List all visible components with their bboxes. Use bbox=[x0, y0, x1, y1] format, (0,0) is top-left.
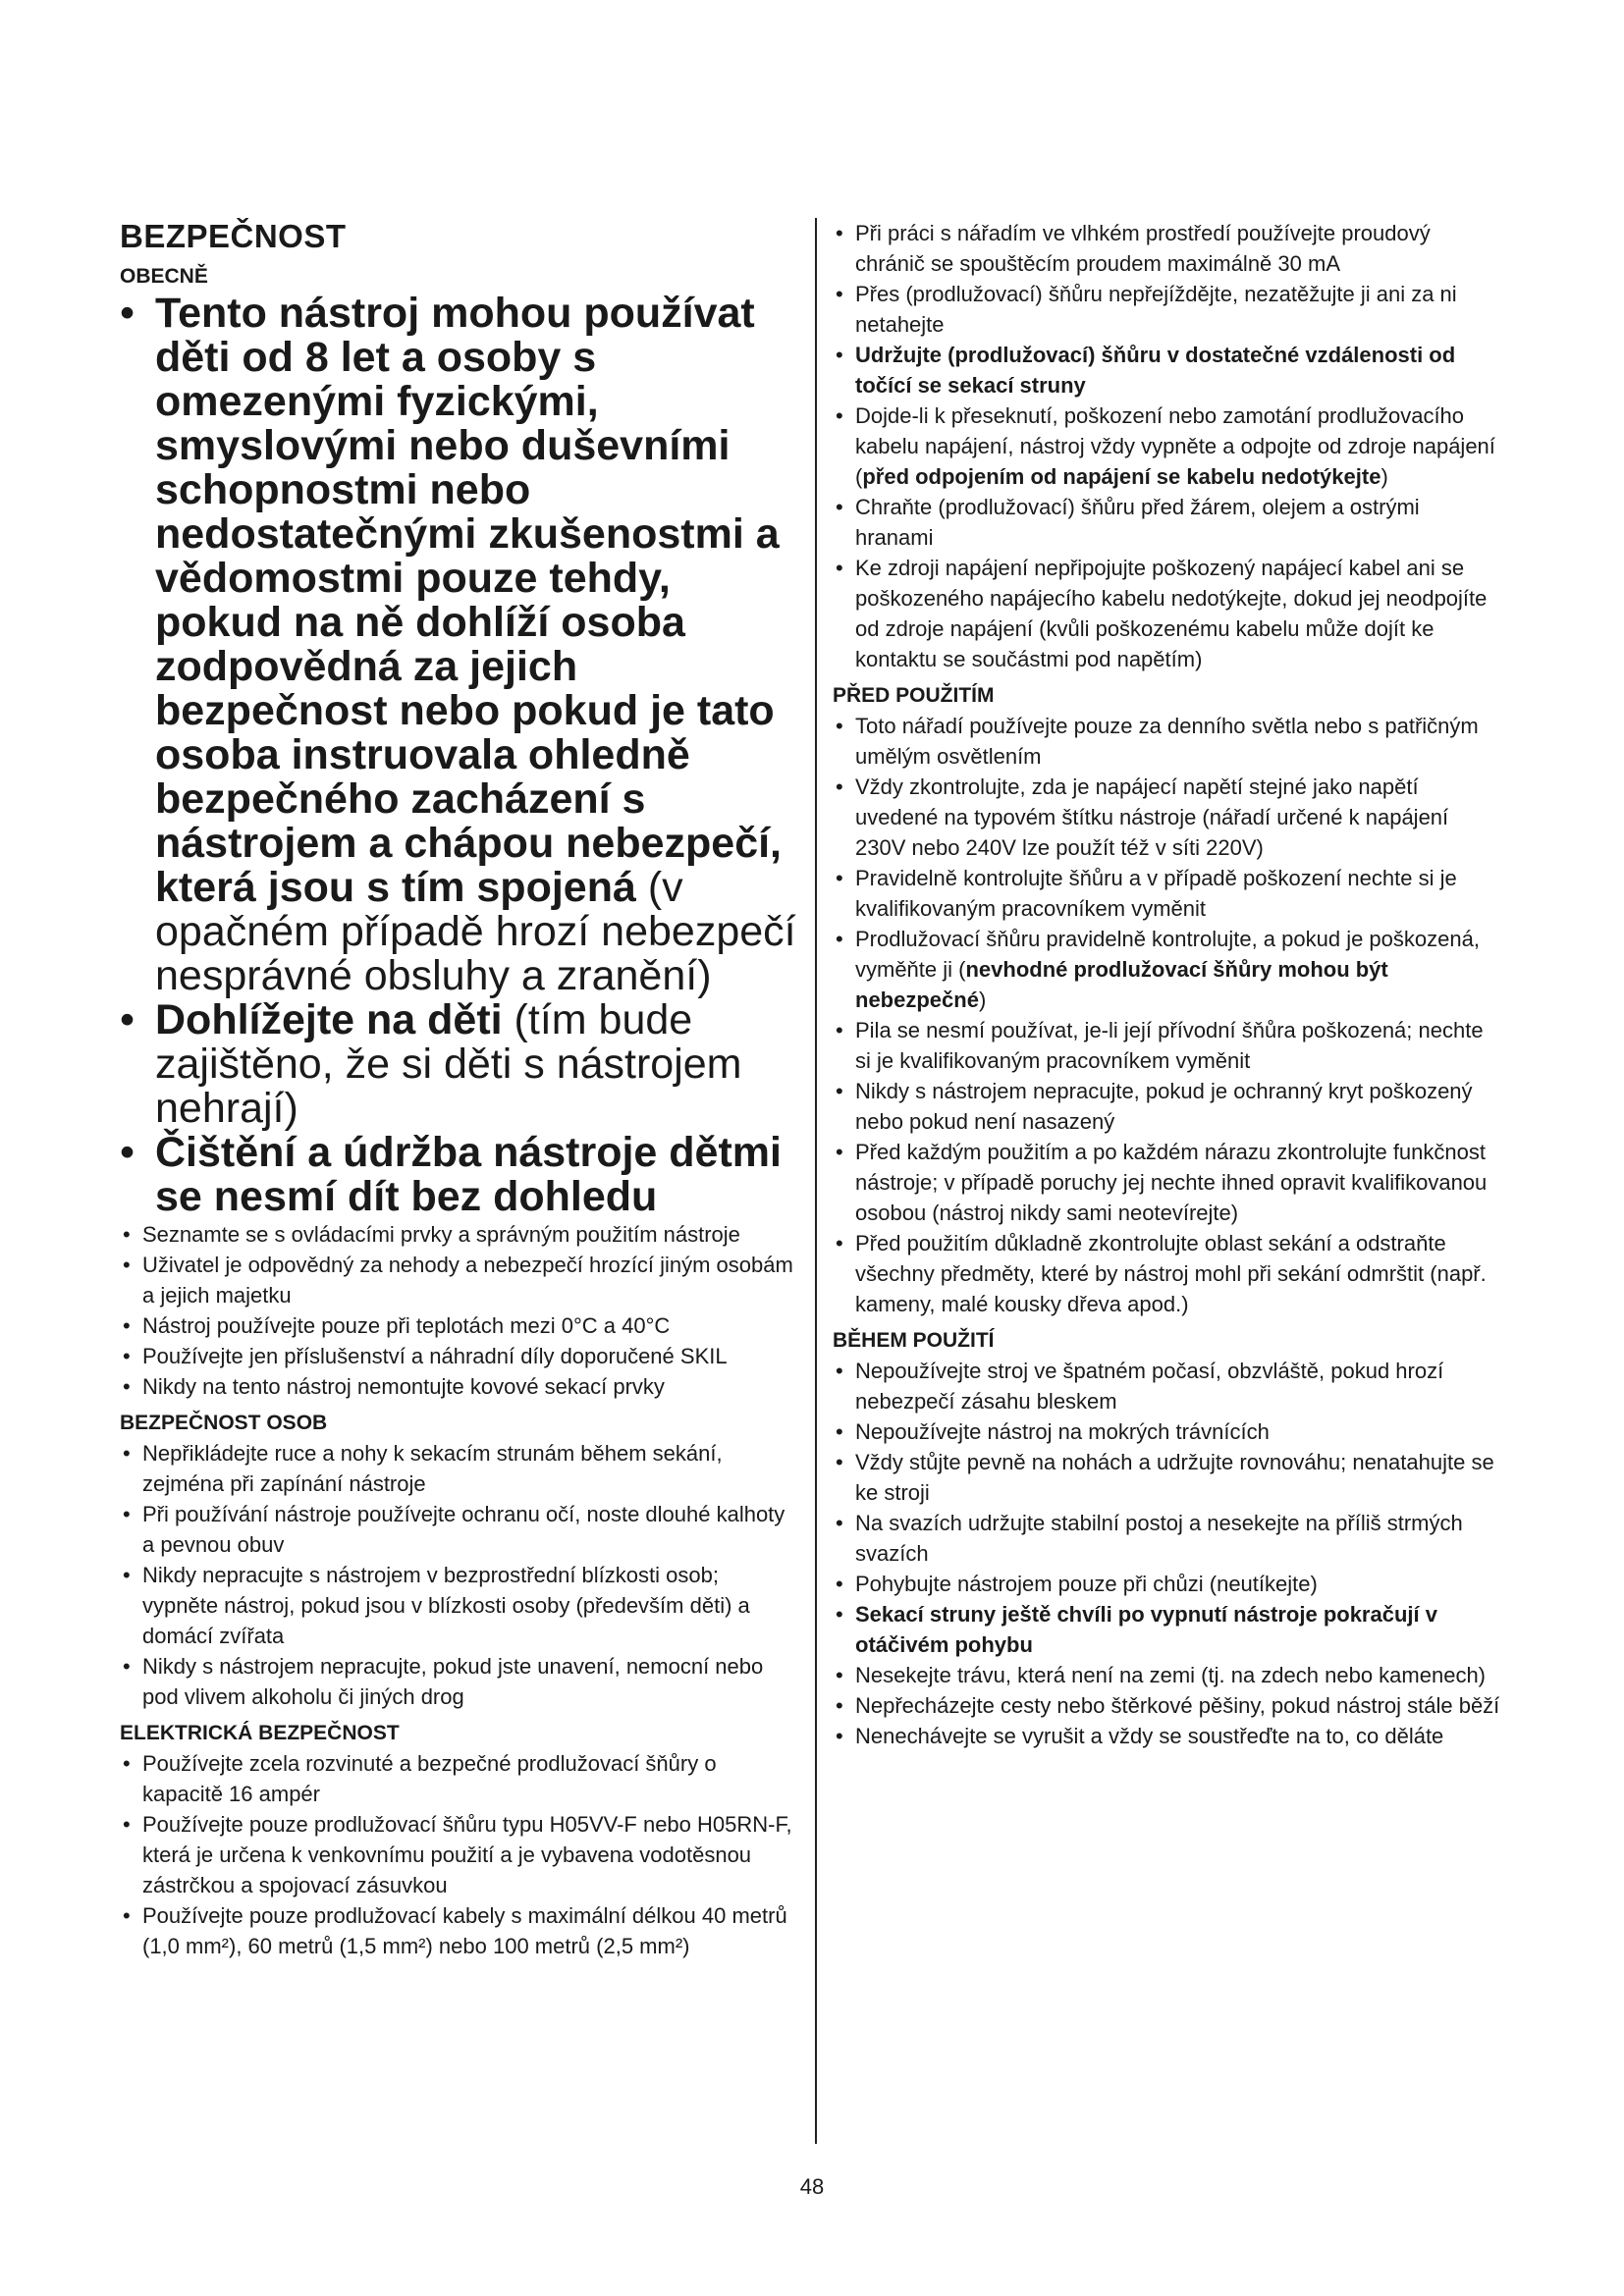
list-item bbox=[833, 711, 1500, 772]
subheading-during-use: BĚHEM POUŽITÍ bbox=[833, 1329, 995, 1352]
item-text: Nepoužívejte nástroj na mokrých trávnících bbox=[855, 1419, 1270, 1444]
list-item bbox=[833, 400, 1500, 492]
item-text: Seznamte se s ovládacími prvky a správným použitím nástroje bbox=[142, 1222, 740, 1247]
item-bold-text: Čištění a údržba nástroje dětmi se nesmí dít bez dohledu bbox=[155, 1129, 782, 1220]
list-item bbox=[833, 1228, 1500, 1319]
list-item bbox=[120, 292, 797, 998]
item-text: Chraňte (prodlužovací) šňůru před žárem, olejem a ostrými hranami bbox=[855, 495, 1420, 550]
item-text: (tím bude zajištěno, že si děti s nástrojem nehrají) bbox=[155, 996, 742, 1132]
list-item bbox=[833, 553, 1500, 674]
column-divider bbox=[815, 218, 817, 2144]
bullet-icon: • bbox=[836, 1359, 843, 1383]
list-item bbox=[120, 1748, 797, 1809]
bullet-icon: • bbox=[836, 1693, 843, 1718]
subheading-personal-safety: BEZPEČNOST OSOB bbox=[120, 1412, 328, 1434]
item-text: Používejte pouze prodlužovací kabely s maximální délkou 40 metrů (1,0 mm²), 60 metrů (1,5 mm²) nebo 100 metrů (2,5 mm²) bbox=[142, 1903, 787, 1958]
bullet-icon: • bbox=[120, 290, 135, 337]
item-bold-text: před odpojením od napájení se kabelu nedotýkejte bbox=[862, 464, 1381, 489]
list-item bbox=[120, 1341, 797, 1371]
bullet-icon: • bbox=[836, 774, 843, 799]
during-use-list bbox=[833, 1356, 1500, 1751]
bullet-icon: • bbox=[836, 1663, 843, 1687]
list-item bbox=[833, 863, 1500, 924]
bullet-icon: • bbox=[836, 1140, 843, 1164]
list-item bbox=[833, 492, 1500, 553]
item-bold-text: Udržujte (prodlužovací) šňůru v dostatečné vzdálenosti od točící se sekací struny bbox=[855, 343, 1456, 398]
list-item bbox=[120, 1651, 797, 1712]
item-bold-text: Dohlížejte na děti bbox=[155, 996, 503, 1043]
list-item bbox=[833, 1508, 1500, 1569]
bullet-icon: • bbox=[836, 714, 843, 738]
item-text: Používejte zcela rozvinuté a bezpečné prodlužovací šňůry o kapacitě 16 ampér bbox=[142, 1751, 717, 1806]
item-text-end: ) bbox=[1380, 464, 1388, 489]
general-list bbox=[120, 1219, 797, 1402]
right-column bbox=[833, 218, 1500, 1751]
bullet-icon: • bbox=[836, 403, 843, 428]
electrical-safety-list-continued bbox=[833, 218, 1500, 674]
list-item bbox=[833, 218, 1500, 279]
list-item bbox=[833, 1015, 1500, 1076]
item-text: Nástroj používejte pouze při teplotách mezi 0°C a 40°C bbox=[142, 1313, 671, 1338]
item-text: Prodlužovací šňůru pravidelně kontrolujte, a pokud je poškozená, vyměňte ji ( bbox=[855, 927, 1480, 982]
list-item bbox=[120, 1371, 797, 1402]
subheading-electrical-safety: ELEKTRICKÁ BEZPEČNOST bbox=[120, 1722, 400, 1744]
bullet-icon: • bbox=[123, 1374, 131, 1399]
item-text: Toto nářadí používejte pouze za denního světla nebo s patřičným umělým osvětlením bbox=[855, 714, 1479, 769]
list-item bbox=[120, 1560, 797, 1651]
bullet-icon: • bbox=[123, 1812, 131, 1837]
bullet-icon: • bbox=[123, 1441, 131, 1466]
item-text: Používejte pouze prodlužovací šňůru typu H05VV-F nebo H05RN-F, která je určena k venkovnímu použití a je vybavena vodotěsnou zástrčkou a spojovací zásuvkou bbox=[142, 1812, 792, 1897]
list-item bbox=[833, 772, 1500, 863]
bullet-icon: • bbox=[123, 1751, 131, 1776]
item-text: (v opačném případě hrozí nebezpečí nesprávné obsluhy a zranění) bbox=[155, 864, 796, 999]
item-text: Vždy stůjte pevně na nohách a udržujte rovnováhu; nenatahujte se ke stroji bbox=[855, 1450, 1494, 1505]
item-text-end: ) bbox=[978, 988, 987, 1012]
bullet-icon: • bbox=[836, 1018, 843, 1042]
list-item bbox=[833, 340, 1500, 400]
list-item bbox=[833, 1599, 1500, 1660]
list-item bbox=[120, 1250, 797, 1310]
item-text: Při práci s nářadím ve vlhkém prostředí používejte proudový chránič se spouštěcím proudem maximálně 30 mA bbox=[855, 221, 1431, 276]
item-text: Ke zdroji napájení nepřipojujte poškozený napájecí kabel ani se poškozeného napájecího kabelu nedotýkejte, dokud jej neodpojíte od zdroje napájení (kvůli poškozenému kabelu může dojít ke kontaktu se součástmi pod napětím) bbox=[855, 556, 1488, 671]
bullet-icon: • bbox=[836, 1231, 843, 1255]
bullet-icon: • bbox=[123, 1502, 131, 1526]
item-text: Před použitím důkladně zkontrolujte oblast sekání a odstraňte všechny předměty, které by nástroj mohl při sekání odmrštit (např. kameny, malé kousky dřeva apod.) bbox=[855, 1231, 1487, 1316]
item-text: Nepoužívejte stroj ve špatném počasí, obzvláště, pokud hrozí nebezpečí zásahu bleskem bbox=[855, 1359, 1444, 1414]
item-bold-text: Tento nástroj mohou používat děti od 8 let a osoby s omezenými fyzickými, smyslovými nebo duševními schopnostmi nebo nedostatečnými zkušenostmi a vědomostmi pouze tehdy, pokud na ně dohlíží osoba zodpovědná za jejich bezpečnost nebo pokud je tato osoba instruovala ohledně bezpečného zacházení s nástrojem a chápou nebezpečí, která jsou s tím spojená bbox=[155, 290, 783, 911]
item-text: Pohybujte nástrojem pouze při chůzi (neutíkejte) bbox=[855, 1572, 1318, 1596]
item-text: Nepřecházejte cesty nebo štěrkové pěšiny, pokud nástroj stále běží bbox=[855, 1693, 1500, 1718]
item-bold-text: nevhodné prodlužovací šňůry mohou být nebezpečné bbox=[855, 957, 1388, 1012]
list-item bbox=[833, 279, 1500, 340]
list-item bbox=[120, 1131, 797, 1219]
item-text: Před každým použitím a po každém nárazu zkontrolujte funkčnost nástroje; v případě poruchy jej nechte ihned opravit kvalifikovanou osobou (nástroj nikdy sami neotevírejte) bbox=[855, 1140, 1488, 1225]
list-item bbox=[120, 1219, 797, 1250]
list-item bbox=[120, 998, 797, 1131]
personal-safety-list bbox=[120, 1438, 797, 1712]
list-item bbox=[833, 1137, 1500, 1228]
bullet-icon: • bbox=[836, 866, 843, 890]
list-item bbox=[833, 1690, 1500, 1721]
large-warning-list bbox=[120, 292, 797, 1219]
item-text: Nikdy s nástrojem nepracujte, pokud jste unavení, nemocní nebo pod vlivem alkoholu či jiných drog bbox=[142, 1654, 764, 1709]
bullet-icon: • bbox=[836, 1450, 843, 1474]
list-item bbox=[120, 1310, 797, 1341]
list-item bbox=[120, 1900, 797, 1961]
list-item bbox=[833, 1569, 1500, 1599]
item-text: Nesekejte trávu, která není na zemi (tj. na zdech nebo kamenech) bbox=[855, 1663, 1487, 1687]
list-item bbox=[833, 1660, 1500, 1690]
bullet-icon: • bbox=[836, 282, 843, 306]
bullet-icon: • bbox=[120, 1129, 135, 1176]
bullet-icon: • bbox=[836, 1511, 843, 1535]
bullet-icon: • bbox=[836, 221, 843, 245]
item-text: Nenechávejte se vyrušit a vždy se soustřeďte na to, co děláte bbox=[855, 1724, 1444, 1748]
item-text: Používejte jen příslušenství a náhradní díly doporučené SKIL bbox=[142, 1344, 728, 1368]
bullet-icon: • bbox=[123, 1313, 131, 1338]
left-column bbox=[120, 218, 797, 1961]
item-text: Na svazích udržujte stabilní postoj a nesekejte na příliš strmých svazích bbox=[855, 1511, 1463, 1566]
electrical-safety-list bbox=[120, 1748, 797, 1961]
bullet-icon: • bbox=[836, 1602, 843, 1627]
list-item bbox=[120, 1809, 797, 1900]
list-item bbox=[833, 1416, 1500, 1447]
list-item bbox=[833, 1721, 1500, 1751]
subheading-general: OBECNĚ bbox=[120, 265, 208, 288]
bullet-icon: • bbox=[120, 996, 135, 1043]
bullet-icon: • bbox=[836, 927, 843, 951]
list-item bbox=[120, 1438, 797, 1499]
item-text: Při používání nástroje používejte ochranu očí, noste dlouhé kalhoty a pevnou obuv bbox=[142, 1502, 785, 1557]
bullet-icon: • bbox=[123, 1563, 131, 1587]
list-item bbox=[833, 1356, 1500, 1416]
item-bold-text: Sekací struny ještě chvíli po vypnutí nástroje pokračují v otáčivém pohybu bbox=[855, 1602, 1437, 1657]
section-title: BEZPEČNOST bbox=[120, 218, 347, 254]
list-item bbox=[833, 1076, 1500, 1137]
bullet-icon: • bbox=[123, 1654, 131, 1679]
bullet-icon: • bbox=[123, 1222, 131, 1247]
list-item bbox=[120, 1499, 797, 1560]
item-text: Dojde-li k přeseknutí, poškození nebo zamotání prodlužovacího kabelu napájení, nástroj vždy vypněte a odpojte od zdroje napájení ( bbox=[855, 403, 1495, 489]
bullet-icon: • bbox=[836, 1724, 843, 1748]
bullet-icon: • bbox=[836, 495, 843, 519]
subheading-before-use: PŘED POUŽITÍM bbox=[833, 684, 995, 707]
bullet-icon: • bbox=[836, 556, 843, 580]
item-text: Uživatel je odpovědný za nehody a nebezpečí hrozící jiným osobám a jejich majetku bbox=[142, 1253, 793, 1308]
bullet-icon: • bbox=[123, 1253, 131, 1277]
bullet-icon: • bbox=[836, 1079, 843, 1103]
page-number: 48 bbox=[799, 2174, 825, 2199]
list-item bbox=[833, 1447, 1500, 1508]
bullet-icon: • bbox=[836, 1419, 843, 1444]
list-item bbox=[833, 924, 1500, 1015]
bullet-icon: • bbox=[123, 1344, 131, 1368]
item-text: Nepřikládejte ruce a nohy k sekacím strunám během sekání, zejména při zapínání nástroje bbox=[142, 1441, 723, 1496]
item-text: Pravidelně kontrolujte šňůru a v případě poškození nechte si je kvalifikovaným pracovníkem vyměnit bbox=[855, 866, 1457, 921]
item-text: Nikdy na tento nástroj nemontujte kovové sekací prvky bbox=[142, 1374, 665, 1399]
item-text: Nikdy nepracujte s nástrojem v bezprostřední blízkosti osob; vypněte nástroj, pokud jsou v blízkosti osoby (především děti) a domácí zvířata bbox=[142, 1563, 750, 1648]
before-use-list bbox=[833, 711, 1500, 1319]
bullet-icon: • bbox=[123, 1903, 131, 1928]
item-text: Pila se nesmí používat, je-li její přívodní šňůra poškozená; nechte si je kvalifikovaným pracovníkem vyměnit bbox=[855, 1018, 1484, 1073]
item-text: Vždy zkontrolujte, zda je napájecí napětí stejné jako napětí uvedené na typovém štítku nástroje (nářadí určené k napájení 230V nebo 240V lze použít též v síti 220V) bbox=[855, 774, 1449, 860]
item-text: Nikdy s nástrojem nepracujte, pokud je ochranný kryt poškozený nebo pokud není nasazený bbox=[855, 1079, 1473, 1134]
bullet-icon: • bbox=[836, 1572, 843, 1596]
item-text: Přes (prodlužovací) šňůru nepřejíždějte, nezatěžujte ji ani za ni netahejte bbox=[855, 282, 1457, 337]
bullet-icon: • bbox=[836, 343, 843, 367]
